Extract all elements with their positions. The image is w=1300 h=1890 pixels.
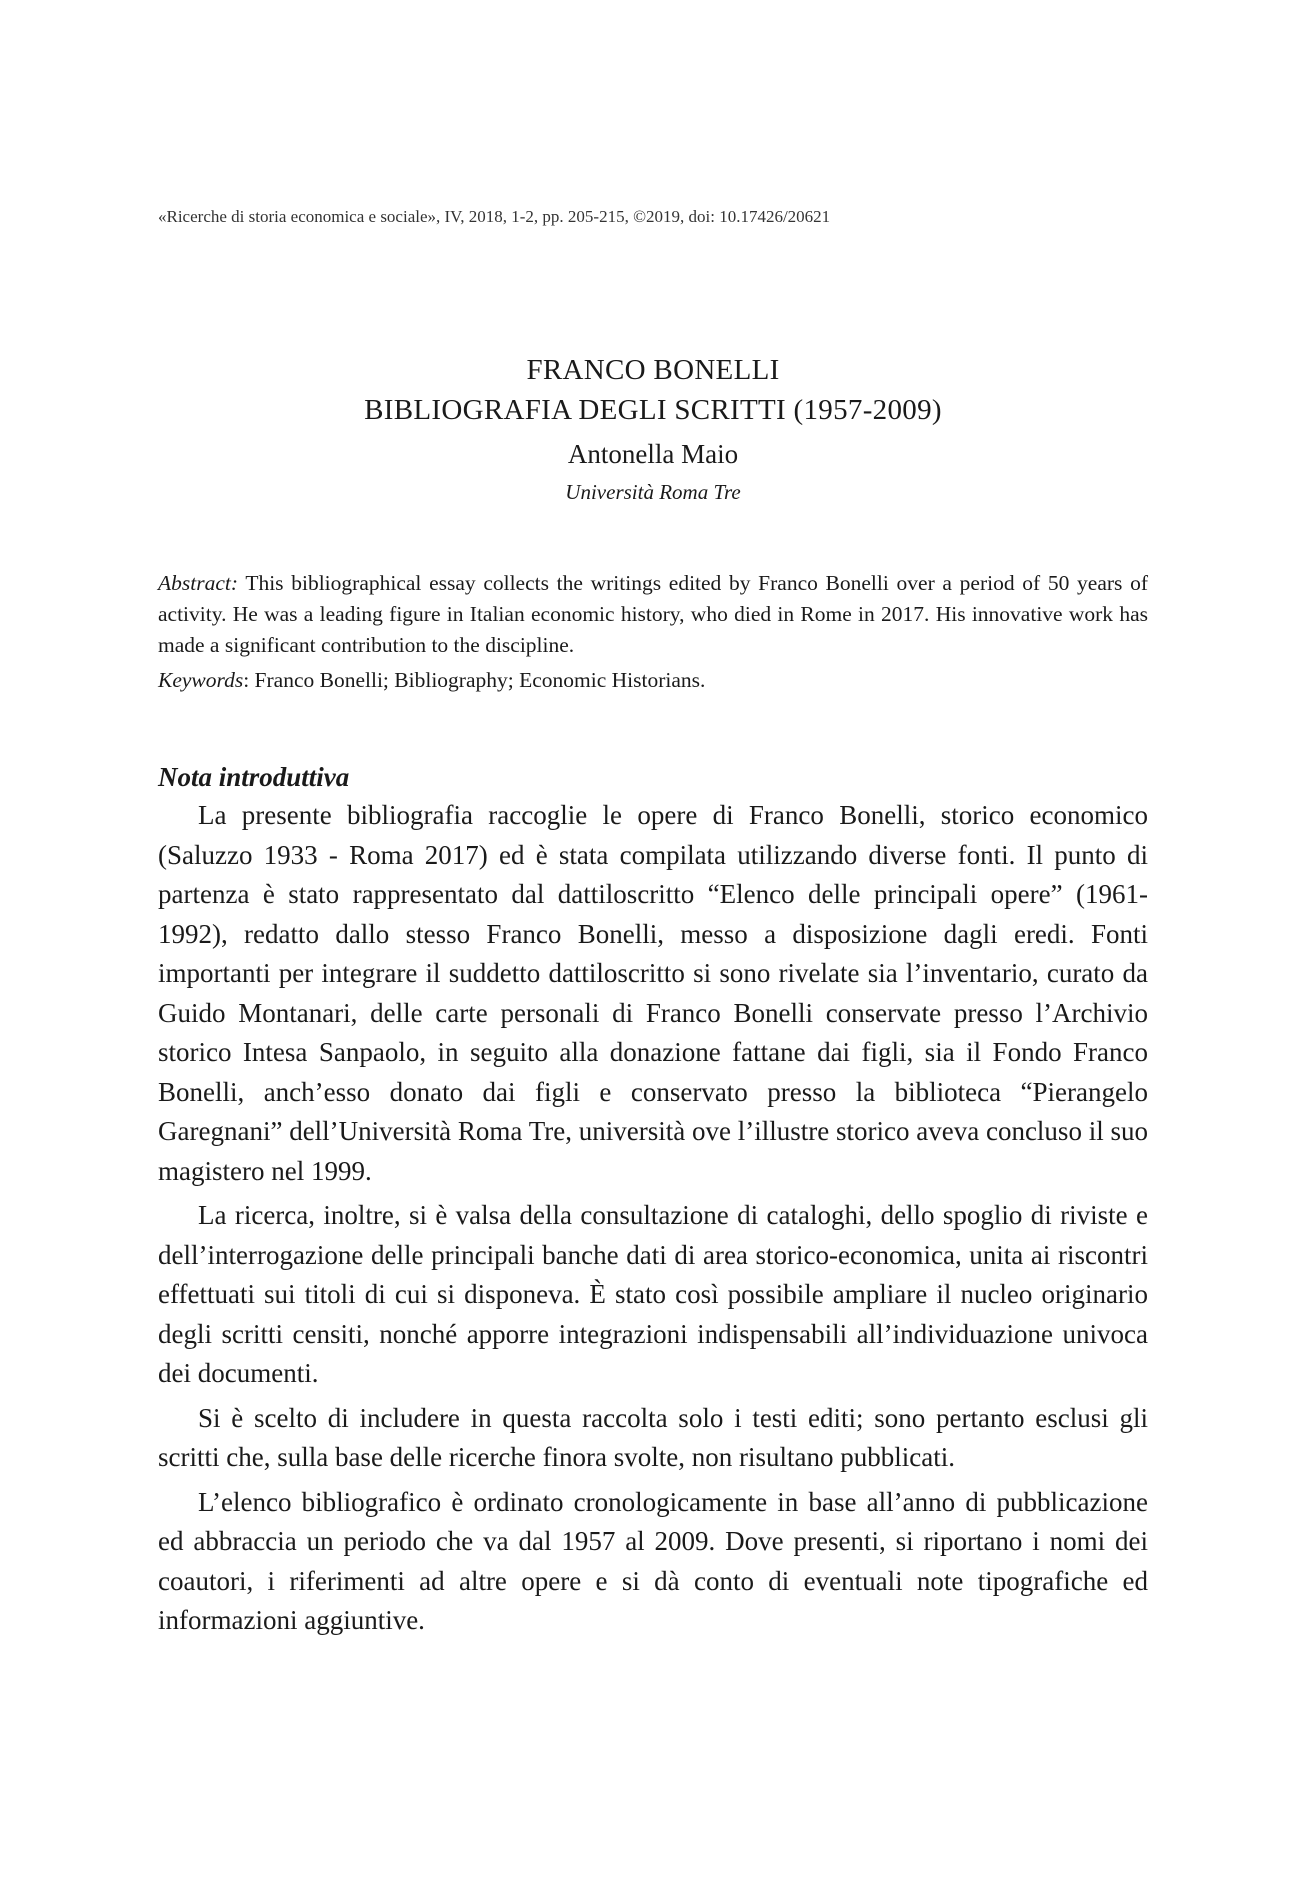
abstract-paragraph [158,568,1148,661]
body-paragraph-1: La presente bibliografia raccoglie le opere di Franco Bonelli, storico economico (Saluzzo 1933 - Roma 2017) ed è stata compilata utilizzando diverse fonti. Il punto di partenza è stato rappresentato dal dattiloscritto “Elenco delle principali opere” (1961-1992), redatto dallo stesso Franco Bonelli, messo a disposizione dagli eredi. Fonti importanti per integrare il suddetto dattiloscritto si sono rivelate sia l’inventario, curato da Guido Montanari, delle carte personali di Franco Bonelli conservate presso l’Archivio storico Intesa Sanpaolo, in seguito alla donazione fattane dai figli, sia il Fondo Franco Bonelli, anch’esso donato dai figli e conservato presso la biblioteca “Pierangelo Garegnani” dell’Università Roma Tre, università ove l’illustre storico aveva concluso il suo magistero nel 1999. [158,800,1148,1186]
keywords-paragraph [158,665,1148,696]
intro-section [158,758,1148,1646]
abstract-block [158,568,1148,696]
abstract-text: This bibliographical essay collects the writings edited by Franco Bonelli over a period of 50 years of activity. He was a leading figure in Italian economic history, who died in Rome in 2017. His innovative work has made a significant contribution to the discipline. [158,571,1148,657]
title-block [158,350,1148,508]
abstract-label: Abstract: [158,571,239,595]
article-title-line-1: FRANCO BONELLI [526,354,780,386]
article-title-line-2: BIBLIOGRAFIA DEGLI SCRITTI (1957-2009) [364,394,942,426]
author-affiliation: Università Roma Tre [565,480,741,504]
keywords-text: : Franco Bonelli; Bibliography; Economic Historians. [243,668,706,692]
body-paragraph-4: L’elenco bibliografico è ordinato cronologicamente in base all’anno di pubblicazione ed abbraccia un periodo che va dal 1957 al 2009. Dove presenti, si riportano i nomi dei coautori, i riferimenti ad altre opere e si dà conto di eventuali note tipografiche ed informazioni aggiuntive. [158,1486,1148,1635]
keywords-label: Keywords [158,668,244,692]
author-name: Antonella Maio [567,439,739,469]
running-head: «Ricerche di storia economica e sociale», IV, 2018, 1-2, pp. 205-215, ©2019, doi: 10.17426/20621 [158,207,831,226]
section-heading: Nota introduttiva [158,762,350,792]
body-paragraph-2: La ricerca, inoltre, si è valsa della consultazione di cataloghi, dello spoglio di riviste e dell’interrogazione delle principali banche dati di area storico-economica, unita ai riscontri effettuati sui titoli di cui si disponeva. È stato così possibile ampliare il nucleo originario degli scritti censiti, nonché apporre integrazioni indispensabili all’individuazione univoca dei documenti. [158,1200,1148,1388]
body-paragraph-3: Si è scelto di includere in questa raccolta solo i testi editi; sono pertanto esclusi gli scritti che, sulla base delle ricerche finora svolte, non risultano pubblicati. [158,1402,1148,1472]
